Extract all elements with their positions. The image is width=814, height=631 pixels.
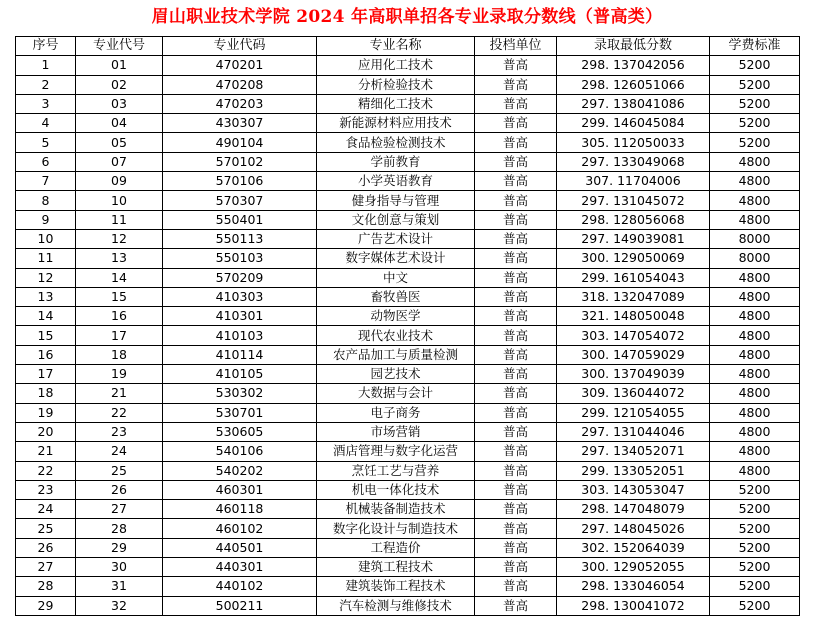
cell-index: 4 (16, 114, 76, 133)
cell-index: 10 (16, 229, 76, 248)
table-row (16, 287, 800, 306)
cell-tuition: 4800 (710, 345, 800, 364)
cell-min-score: 300. 129052055 (557, 558, 710, 577)
cell-major-code: 440501 (163, 538, 317, 557)
cell-tuition: 5200 (710, 558, 800, 577)
cell-min-score: 299. 146045084 (557, 114, 710, 133)
cell-major-name: 文化创意与策划 (317, 210, 475, 229)
cell-major-name: 动物医学 (317, 307, 475, 326)
cell-major-name: 农产品加工与质量检测 (317, 345, 475, 364)
cell-major-code: 410103 (163, 326, 317, 345)
cell-admission-unit: 普高 (475, 519, 557, 538)
cell-admission-unit: 普高 (475, 500, 557, 519)
cell-major-number: 17 (76, 326, 163, 345)
cell-index: 20 (16, 422, 76, 441)
table-row (16, 268, 800, 287)
cell-min-score: 297. 148045026 (557, 519, 710, 538)
cell-major-number: 21 (76, 384, 163, 403)
cell-major-name: 广告艺术设计 (317, 229, 475, 248)
table-row (16, 210, 800, 229)
table-row (16, 307, 800, 326)
header-admission-unit: 投档单位 (475, 37, 557, 56)
cell-tuition: 5200 (710, 577, 800, 596)
table-row (16, 345, 800, 364)
cell-major-number: 13 (76, 249, 163, 268)
cell-admission-unit: 普高 (475, 442, 557, 461)
cell-tuition: 4800 (710, 191, 800, 210)
cell-tuition: 5200 (710, 75, 800, 94)
cell-major-number: 01 (76, 56, 163, 75)
cell-major-number: 02 (76, 75, 163, 94)
cell-major-number: 05 (76, 133, 163, 152)
cell-major-code: 470203 (163, 94, 317, 113)
cell-major-code: 410105 (163, 365, 317, 384)
cell-tuition: 5200 (710, 480, 800, 499)
cell-admission-unit: 普高 (475, 596, 557, 615)
cell-major-name: 小学英语教育 (317, 172, 475, 191)
cell-major-name: 电子商务 (317, 403, 475, 422)
table-row (16, 422, 800, 441)
cell-min-score: 297. 131045072 (557, 191, 710, 210)
cell-min-score: 298. 137042056 (557, 56, 710, 75)
cell-major-number: 24 (76, 442, 163, 461)
table-row (16, 577, 800, 596)
header-major-number: 专业代号 (76, 37, 163, 56)
cell-major-code: 530302 (163, 384, 317, 403)
cell-min-score: 298. 128056068 (557, 210, 710, 229)
header-tuition: 学费标准 (710, 37, 800, 56)
cell-index: 17 (16, 365, 76, 384)
cell-admission-unit: 普高 (475, 577, 557, 596)
cell-major-number: 04 (76, 114, 163, 133)
cell-major-name: 食品检验检测技术 (317, 133, 475, 152)
table-row (16, 442, 800, 461)
cell-tuition: 4800 (710, 152, 800, 171)
cell-index: 3 (16, 94, 76, 113)
cell-major-number: 10 (76, 191, 163, 210)
cell-min-score: 309. 136044072 (557, 384, 710, 403)
cell-index: 24 (16, 500, 76, 519)
admission-score-table (15, 36, 800, 616)
cell-major-number: 27 (76, 500, 163, 519)
cell-tuition: 5200 (710, 596, 800, 615)
table-row (16, 133, 800, 152)
cell-index: 7 (16, 172, 76, 191)
cell-index: 19 (16, 403, 76, 422)
cell-index: 12 (16, 268, 76, 287)
cell-major-code: 490104 (163, 133, 317, 152)
cell-min-score: 307. 11704006 (557, 172, 710, 191)
cell-tuition: 4800 (710, 365, 800, 384)
cell-major-number: 22 (76, 403, 163, 422)
cell-admission-unit: 普高 (475, 249, 557, 268)
cell-index: 2 (16, 75, 76, 94)
cell-tuition: 8000 (710, 229, 800, 248)
table-row (16, 94, 800, 113)
cell-major-code: 570102 (163, 152, 317, 171)
cell-major-code: 530701 (163, 403, 317, 422)
cell-major-name: 学前教育 (317, 152, 475, 171)
table-row (16, 191, 800, 210)
cell-major-name: 建筑装饰工程技术 (317, 577, 475, 596)
cell-index: 8 (16, 191, 76, 210)
cell-min-score: 299. 161054043 (557, 268, 710, 287)
cell-major-name: 分析检验技术 (317, 75, 475, 94)
table-row (16, 56, 800, 75)
cell-tuition: 5200 (710, 114, 800, 133)
cell-major-number: 03 (76, 94, 163, 113)
cell-major-number: 32 (76, 596, 163, 615)
cell-major-name: 畜牧兽医 (317, 287, 475, 306)
table-row (16, 538, 800, 557)
cell-major-code: 540202 (163, 461, 317, 480)
cell-index: 29 (16, 596, 76, 615)
cell-tuition: 8000 (710, 249, 800, 268)
table-row (16, 500, 800, 519)
cell-index: 14 (16, 307, 76, 326)
cell-index: 11 (16, 249, 76, 268)
cell-major-code: 460301 (163, 480, 317, 499)
cell-admission-unit: 普高 (475, 365, 557, 384)
cell-min-score: 303. 143053047 (557, 480, 710, 499)
cell-tuition: 4800 (710, 210, 800, 229)
cell-index: 16 (16, 345, 76, 364)
cell-min-score: 303. 147054072 (557, 326, 710, 345)
cell-index: 15 (16, 326, 76, 345)
table-row (16, 326, 800, 345)
cell-min-score: 297. 138041086 (557, 94, 710, 113)
cell-admission-unit: 普高 (475, 480, 557, 499)
cell-min-score: 299. 133052051 (557, 461, 710, 480)
cell-index: 9 (16, 210, 76, 229)
table-row (16, 114, 800, 133)
cell-tuition: 4800 (710, 442, 800, 461)
cell-admission-unit: 普高 (475, 345, 557, 364)
cell-major-code: 460118 (163, 500, 317, 519)
cell-admission-unit: 普高 (475, 403, 557, 422)
cell-admission-unit: 普高 (475, 152, 557, 171)
cell-major-number: 19 (76, 365, 163, 384)
cell-index: 21 (16, 442, 76, 461)
cell-min-score: 305. 112050033 (557, 133, 710, 152)
cell-admission-unit: 普高 (475, 268, 557, 287)
cell-min-score: 298. 147048079 (557, 500, 710, 519)
cell-major-number: 29 (76, 538, 163, 557)
cell-admission-unit: 普高 (475, 326, 557, 345)
cell-tuition: 4800 (710, 268, 800, 287)
cell-major-code: 470201 (163, 56, 317, 75)
cell-index: 26 (16, 538, 76, 557)
table-row (16, 249, 800, 268)
cell-admission-unit: 普高 (475, 94, 557, 113)
cell-major-number: 18 (76, 345, 163, 364)
cell-major-code: 410301 (163, 307, 317, 326)
cell-min-score: 297. 131044046 (557, 422, 710, 441)
cell-admission-unit: 普高 (475, 56, 557, 75)
cell-admission-unit: 普高 (475, 114, 557, 133)
cell-index: 27 (16, 558, 76, 577)
table-row (16, 229, 800, 248)
page-title: 眉山职业技术学院 2024 年高职单招各专业录取分数线（普高类） (151, 7, 663, 27)
cell-major-name: 大数据与会计 (317, 384, 475, 403)
cell-tuition: 5200 (710, 500, 800, 519)
cell-major-code: 410303 (163, 287, 317, 306)
header-min-score: 录取最低分数 (557, 37, 710, 56)
cell-major-code: 530605 (163, 422, 317, 441)
table-row (16, 365, 800, 384)
cell-admission-unit: 普高 (475, 287, 557, 306)
table-row (16, 461, 800, 480)
cell-major-code: 430307 (163, 114, 317, 133)
cell-admission-unit: 普高 (475, 538, 557, 557)
cell-tuition: 4800 (710, 287, 800, 306)
cell-min-score: 300. 137049039 (557, 365, 710, 384)
table-row (16, 480, 800, 499)
cell-major-code: 410114 (163, 345, 317, 364)
cell-major-name: 园艺技术 (317, 365, 475, 384)
cell-major-number: 07 (76, 152, 163, 171)
cell-major-number: 12 (76, 229, 163, 248)
cell-tuition: 5200 (710, 133, 800, 152)
table-row (16, 75, 800, 94)
cell-min-score: 300. 147059029 (557, 345, 710, 364)
table-row (16, 519, 800, 538)
cell-admission-unit: 普高 (475, 461, 557, 480)
header-index: 序号 (16, 37, 76, 56)
cell-major-name: 烹饪工艺与营养 (317, 461, 475, 480)
cell-major-name: 机械装备制造技术 (317, 500, 475, 519)
header-major-code: 专业代码 (163, 37, 317, 56)
cell-index: 1 (16, 56, 76, 75)
cell-min-score: 297. 149039081 (557, 229, 710, 248)
cell-tuition: 4800 (710, 326, 800, 345)
cell-index: 23 (16, 480, 76, 499)
cell-major-code: 550113 (163, 229, 317, 248)
cell-major-number: 15 (76, 287, 163, 306)
cell-major-code: 470208 (163, 75, 317, 94)
cell-major-name: 机电一体化技术 (317, 480, 475, 499)
cell-major-code: 540106 (163, 442, 317, 461)
cell-major-name: 市场营销 (317, 422, 475, 441)
cell-major-number: 09 (76, 172, 163, 191)
cell-major-code: 570307 (163, 191, 317, 210)
cell-major-number: 25 (76, 461, 163, 480)
cell-major-number: 28 (76, 519, 163, 538)
cell-index: 13 (16, 287, 76, 306)
cell-admission-unit: 普高 (475, 229, 557, 248)
cell-major-number: 31 (76, 577, 163, 596)
cell-major-number: 30 (76, 558, 163, 577)
cell-admission-unit: 普高 (475, 75, 557, 94)
cell-admission-unit: 普高 (475, 558, 557, 577)
cell-major-name: 建筑工程技术 (317, 558, 475, 577)
cell-major-code: 550103 (163, 249, 317, 268)
cell-tuition: 5200 (710, 519, 800, 538)
cell-admission-unit: 普高 (475, 307, 557, 326)
cell-major-name: 应用化工技术 (317, 56, 475, 75)
cell-major-code: 440301 (163, 558, 317, 577)
cell-index: 5 (16, 133, 76, 152)
cell-min-score: 299. 121054055 (557, 403, 710, 422)
cell-index: 6 (16, 152, 76, 171)
table-row (16, 152, 800, 171)
cell-min-score: 302. 152064039 (557, 538, 710, 557)
cell-tuition: 5200 (710, 56, 800, 75)
cell-major-name: 汽车检测与维修技术 (317, 596, 475, 615)
table-row (16, 384, 800, 403)
cell-tuition: 4800 (710, 461, 800, 480)
cell-major-number: 16 (76, 307, 163, 326)
cell-admission-unit: 普高 (475, 172, 557, 191)
cell-major-code: 460102 (163, 519, 317, 538)
cell-major-code: 550401 (163, 210, 317, 229)
cell-min-score: 297. 134052071 (557, 442, 710, 461)
table-body (16, 56, 800, 616)
cell-major-number: 26 (76, 480, 163, 499)
table-row (16, 172, 800, 191)
cell-major-name: 精细化工技术 (317, 94, 475, 113)
cell-tuition: 4800 (710, 384, 800, 403)
cell-major-name: 中文 (317, 268, 475, 287)
cell-major-name: 数字媒体艺术设计 (317, 249, 475, 268)
cell-min-score: 298. 133046054 (557, 577, 710, 596)
cell-admission-unit: 普高 (475, 191, 557, 210)
table-row (16, 558, 800, 577)
cell-tuition: 5200 (710, 538, 800, 557)
cell-tuition: 4800 (710, 403, 800, 422)
cell-major-code: 440102 (163, 577, 317, 596)
cell-major-name: 新能源材料应用技术 (317, 114, 475, 133)
cell-admission-unit: 普高 (475, 384, 557, 403)
table-row (16, 596, 800, 615)
cell-major-number: 14 (76, 268, 163, 287)
header-major-name: 专业名称 (317, 37, 475, 56)
cell-admission-unit: 普高 (475, 210, 557, 229)
cell-tuition: 4800 (710, 422, 800, 441)
cell-min-score: 298. 130041072 (557, 596, 710, 615)
cell-major-number: 23 (76, 422, 163, 441)
cell-major-name: 健身指导与管理 (317, 191, 475, 210)
cell-major-name: 酒店管理与数字化运营 (317, 442, 475, 461)
cell-index: 22 (16, 461, 76, 480)
cell-index: 18 (16, 384, 76, 403)
cell-major-name: 工程造价 (317, 538, 475, 557)
cell-tuition: 4800 (710, 307, 800, 326)
cell-major-name: 现代农业技术 (317, 326, 475, 345)
cell-min-score: 300. 129050069 (557, 249, 710, 268)
cell-min-score: 321. 148050048 (557, 307, 710, 326)
cell-tuition: 5200 (710, 94, 800, 113)
cell-min-score: 318. 132047089 (557, 287, 710, 306)
cell-min-score: 297. 133049068 (557, 152, 710, 171)
cell-index: 28 (16, 577, 76, 596)
cell-admission-unit: 普高 (475, 133, 557, 152)
cell-major-code: 500211 (163, 596, 317, 615)
cell-tuition: 4800 (710, 172, 800, 191)
cell-major-code: 570209 (163, 268, 317, 287)
cell-major-name: 数字化设计与制造技术 (317, 519, 475, 538)
table-header-row (16, 37, 800, 56)
cell-major-code: 570106 (163, 172, 317, 191)
cell-admission-unit: 普高 (475, 422, 557, 441)
table-row (16, 403, 800, 422)
cell-index: 25 (16, 519, 76, 538)
cell-major-number: 11 (76, 210, 163, 229)
cell-min-score: 298. 126051066 (557, 75, 710, 94)
